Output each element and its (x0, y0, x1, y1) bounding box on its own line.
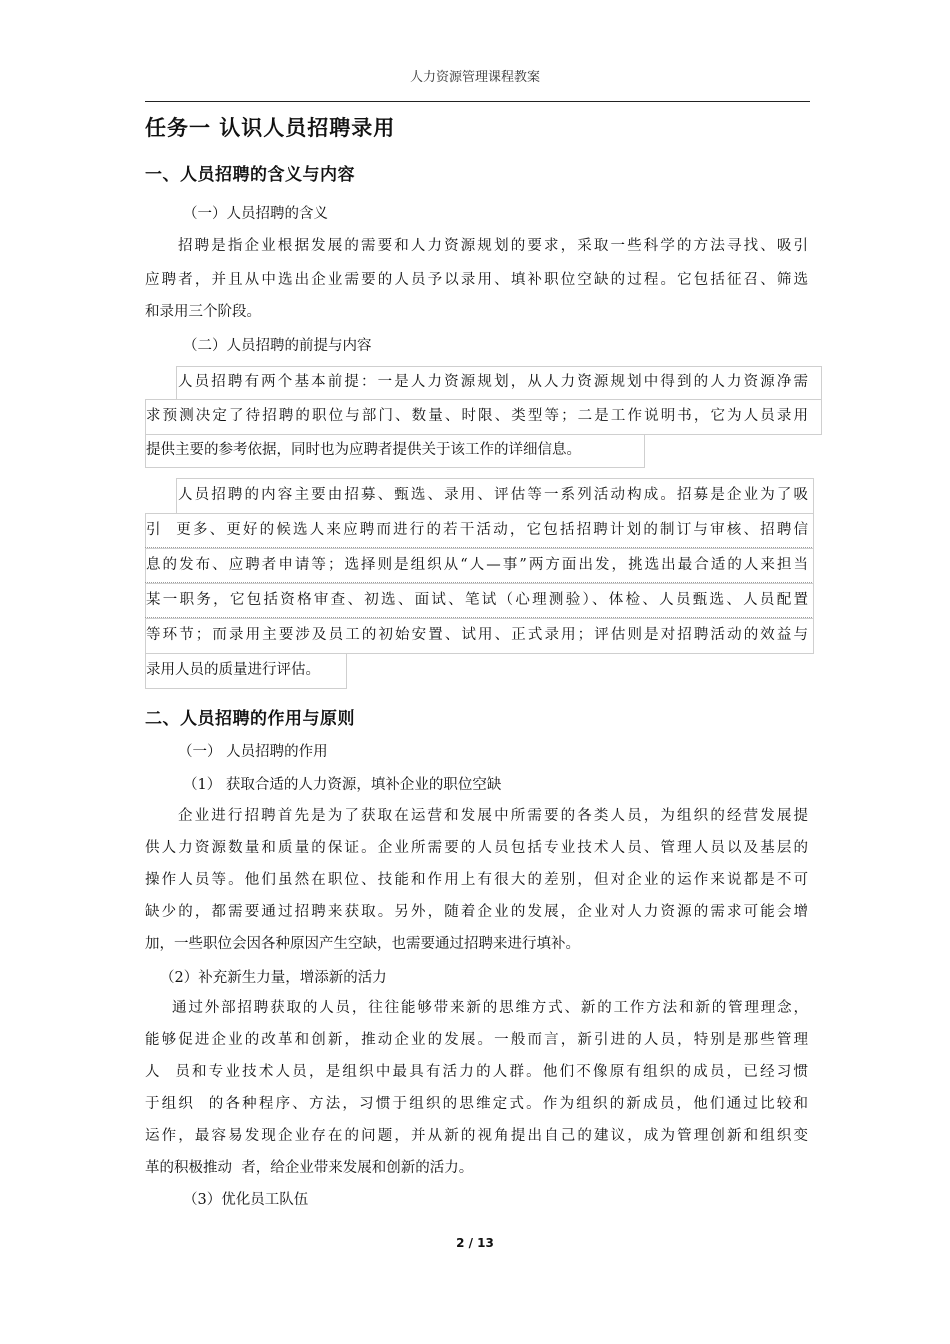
paragraph-line: 等环节；而录用主要涉及员工的初始安置、试用、正式录用；评估则是对招聘活动的效益与 (146, 627, 811, 643)
paragraph-line: 人员招聘有两个基本前提：一是人力资源规划，从人力资源规划中得到的人力资源净需 (178, 374, 811, 390)
paragraph-line: 企业进行招聘首先是为了获取在运营和发展中所需要的各类人员，为组织的经营发展提 (178, 808, 811, 824)
header-rule (145, 101, 810, 102)
dotted-rule (145, 547, 812, 548)
paragraph-line: 引 更多、更好的候选人来应聘而进行的若干活动，它包括招聘计划的制订与审核、招聘信 (146, 522, 811, 538)
paragraph-line: 和录用三个阶段。 (145, 304, 261, 320)
dotted-rule (145, 582, 812, 583)
paragraph-line: 应聘者，并且从中选出企业需要的人员予以录用、填补职位空缺的过程。它包括征召、筛选 (145, 272, 811, 288)
paragraph-line: 提供主要的参考依据，同时也为应聘者提供关于该工作的详细信息。 (146, 442, 581, 458)
section1-heading: 一、人员招聘的含义与内容 (145, 165, 355, 185)
item2-heading: （2）补充新生力量，增添新的活力 (160, 970, 387, 986)
paragraph-line: 录用人员的质量进行评估。 (146, 662, 320, 678)
paragraph-line: 运作，最容易发现企业存在的问题，并从新的视角提出自己的建议，成为管理创新和组织变 (145, 1128, 811, 1144)
paragraph-line: 供人力资源数量和质量的保证。企业所需要的人员包括专业技术人员、管理人员以及基层的 (145, 840, 811, 856)
task-title: 任务一 认识人员招聘录用 (145, 116, 396, 140)
running-header: 人力资源管理课程教案 (409, 70, 540, 85)
paragraph-line: 加，一些职位会因各种原因产生空缺，也需要通过招聘来进行填补。 (145, 936, 580, 952)
section2-sub1-heading: （一） 人员招聘的作用 (178, 744, 328, 760)
paragraph-line: 操作人员等。他们虽然在职位、技能和作用上有很大的差别，但对企业的运作来说都是不可 (145, 872, 811, 888)
paragraph-line: 于组织 的各种程序、方法，习惯于组织的思维定式。作为组织的新成员，他们通过比较和 (145, 1096, 811, 1112)
item1-heading: （1） 获取合适的人力资源，填补企业的职位空缺 (183, 777, 502, 793)
paragraph-line: 求预测决定了待招聘的职位与部门、数量、时限、类型等；二是工作说明书，它为人员录用 (146, 408, 811, 424)
paragraph-line: 能够促进企业的改革和创新，推动企业的发展。一般而言，新引进的人员，特别是那些管理 (145, 1032, 811, 1048)
paragraph-line: 通过外部招聘获取的人员，往往能够带来新的思维方式、新的工作方法和新的管理理念， (172, 1000, 810, 1016)
page-number: 2 / 13 (456, 1236, 494, 1250)
dotted-rule (145, 617, 812, 618)
section2-heading: 二、人员招聘的作用与原则 (145, 709, 355, 729)
paragraph-line: 息的发布、应聘者申请等；选择则是组织从“人—事”两方面出发，挑选出最合适的人来担当 (146, 557, 811, 573)
paragraph-line: 人员招聘的内容主要由招募、甄选、录用、评估等一系列活动构成。招募是企业为了吸 (178, 487, 811, 503)
paragraph-line: 缺少的，都需要通过招聘来获取。另外，随着企业的发展，企业对人力资源的需求可能会增 (145, 904, 811, 920)
section1-sub2-heading: （二）人员招聘的前提与内容 (183, 338, 372, 354)
paragraph-line: 某一职务，它包括资格审查、初选、面试、笔试（心理测验）、体检、人员甄选、人员配置 (146, 592, 811, 608)
paragraph-line: 招聘是指企业根据发展的需要和人力资源规划的要求，采取一些科学的方法寻找、吸引 (178, 238, 811, 254)
item3-heading: （3）优化员工队伍 (183, 1192, 309, 1208)
paragraph-line: 人 员和专业技术人员，是组织中最具有活力的人群。他们不像原有组织的成员，已经习惯 (145, 1064, 811, 1080)
section1-sub1-heading: （一）人员招聘的含义 (183, 206, 328, 222)
paragraph-line: 革的积极推动 者，给企业带来发展和创新的活力。 (145, 1160, 474, 1176)
